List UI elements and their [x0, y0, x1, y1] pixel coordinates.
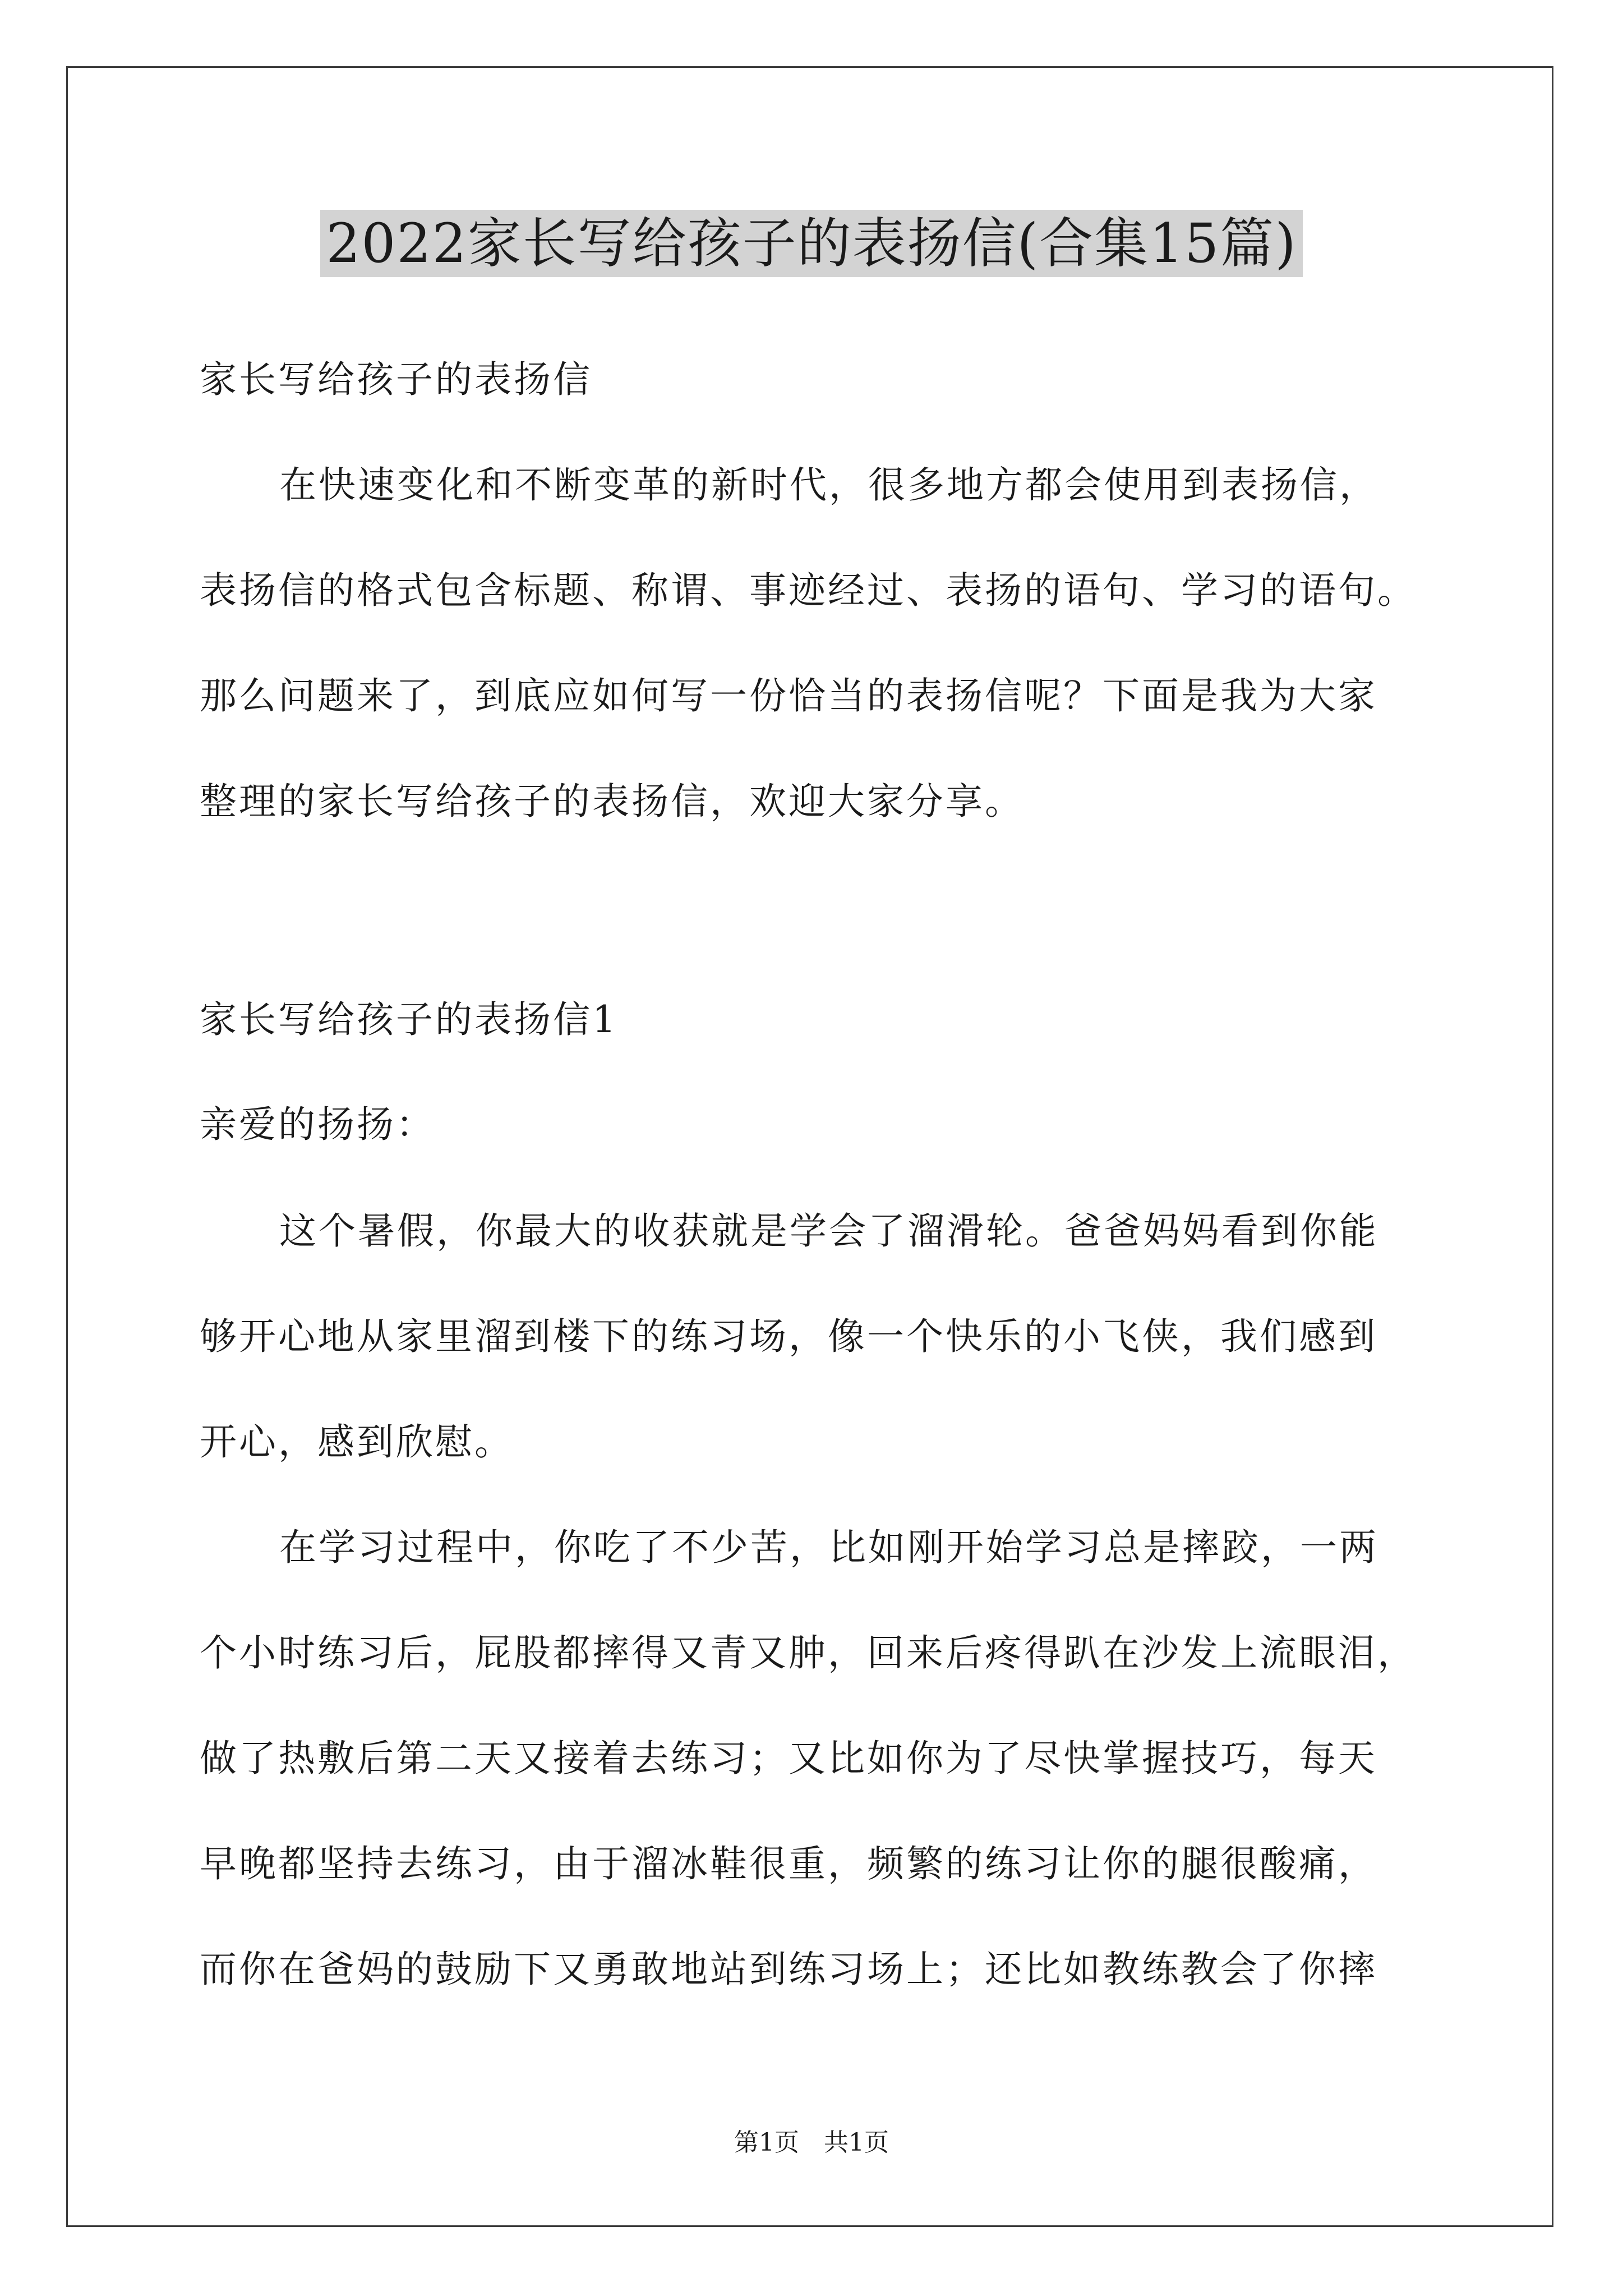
salutation: 亲爱的扬扬：	[200, 1103, 435, 1146]
section-heading-1: 家长写给孩子的表扬信1	[200, 998, 618, 1041]
body-line: 整理的家长写给孩子的表扬信，欢迎大家分享。	[200, 780, 1024, 823]
body-line: 而你在爸妈的鼓励下又勇敢地站到练习场上；还比如教练教会了你摔	[200, 1948, 1377, 1991]
body-line: 个小时练习后，屁股都摔得又青又肿，回来后疼得趴在沙发上流眼泪，	[200, 1631, 1417, 1674]
body-line: 在快速变化和不断变革的新时代，很多地方都会使用到表扬信，	[279, 463, 1378, 507]
body-line: 够开心地从家里溜到楼下的练习场，像一个快乐的小飞侠，我们感到	[200, 1315, 1377, 1358]
body-line: 开心，感到欣慰。	[200, 1420, 514, 1464]
body-line: 做了热敷后第二天又接着去练习；又比如你为了尽快掌握技巧，每天	[200, 1737, 1377, 1780]
document-title-text: 2022家长写给孩子的表扬信(合集15篇)	[320, 210, 1302, 277]
body-line: 在学习过程中，你吃了不少苦，比如刚开始学习总是摔跤，一两	[279, 1526, 1378, 1569]
section-heading-intro: 家长写给孩子的表扬信	[200, 358, 592, 401]
body-line: 那么问题来了，到底应如何写一份恰当的表扬信呢？下面是我为大家	[200, 674, 1377, 717]
page-number-footer: 第1页 共1页	[734, 2128, 889, 2157]
body-line: 早晚都坚持去练习，由于溜冰鞋很重，频繁的练习让你的腿很酸痛，	[200, 1842, 1377, 1885]
body-line: 表扬信的格式包含标题、称谓、事迹经过、表扬的语句、学习的语句。	[200, 569, 1417, 612]
document-title	[0, 206, 1623, 280]
body-line: 这个暑假，你最大的收获就是学会了溜滑轮。爸爸妈妈看到你能	[279, 1209, 1378, 1253]
